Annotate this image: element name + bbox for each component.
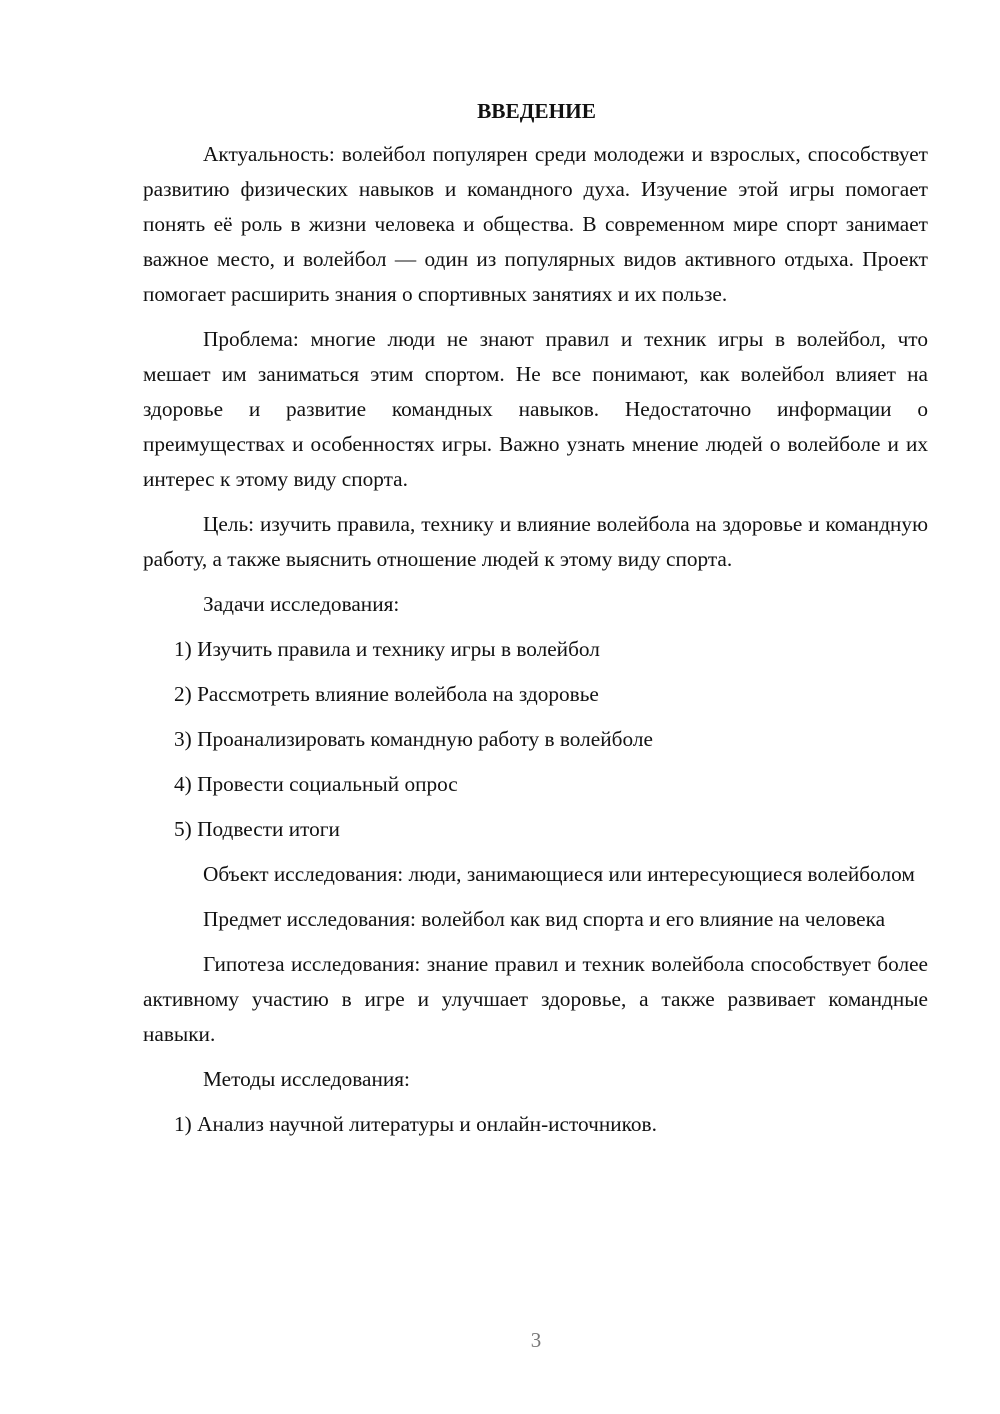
list-item: 4) Провести социальный опрос (174, 772, 458, 796)
methods-title: Методы исследования: (203, 1067, 410, 1091)
document-page (143, 90, 928, 1152)
methods-list (143, 1107, 928, 1142)
list-item: 1) Анализ научной литературы и онлайн-источников. (174, 1112, 657, 1136)
object-paragraph: Объект исследования: люди, занимающиеся или интересующиеся волейболом (203, 862, 915, 886)
hypothesis-paragraph: Гипотеза исследования: знание правил и техник волейбола способствует более активному участию в игре и улучшает здоровье, а также развивает командные навыки. (143, 952, 928, 1046)
relevance-paragraph: Актуальность: волейбол популярен среди молодежи и взрослых, способствует развитию физических навыков и командного духа. Изучение этой игры помогает понять её роль в жизни человека и общества. В современном мире спорт занимает важное место, и волейбол — один из популярных видов активного отдыха. Проект помогает расширить знания о спортивных занятиях и их пользе. (143, 142, 928, 306)
list-item: 2) Рассмотреть влияние волейбола на здоровье (174, 682, 599, 706)
goal-paragraph: Цель: изучить правила, технику и влияние волейбола на здоровье и командную работу, а также выяснить отношение людей к этому виду спорта. (143, 512, 928, 571)
page-number: 3 (530, 1328, 542, 1352)
tasks-list (143, 632, 928, 847)
section-heading: ВВЕДЕНИЕ (477, 99, 596, 123)
list-item: 5) Подвести итоги (174, 817, 340, 841)
list-item: 1) Изучить правила и технику игры в волейбол (174, 637, 600, 661)
problem-paragraph: Проблема: многие люди не знают правил и техник игры в волейбол, что мешает им заниматься этим спортом. Не все понимают, как волейбол влияет на здоровье и развитие командных навыков. Недостаточно информации о преимуществах и особенностях игры. Важно узнать мнение людей о волейболе и их интерес к этому виду спорта. (143, 327, 928, 491)
subject-paragraph: Предмет исследования: волейбол как вид спорта и его влияние на человека (203, 907, 886, 931)
tasks-title: Задачи исследования: (203, 592, 400, 616)
list-item: 3) Проанализировать командную работу в волейболе (174, 727, 653, 751)
